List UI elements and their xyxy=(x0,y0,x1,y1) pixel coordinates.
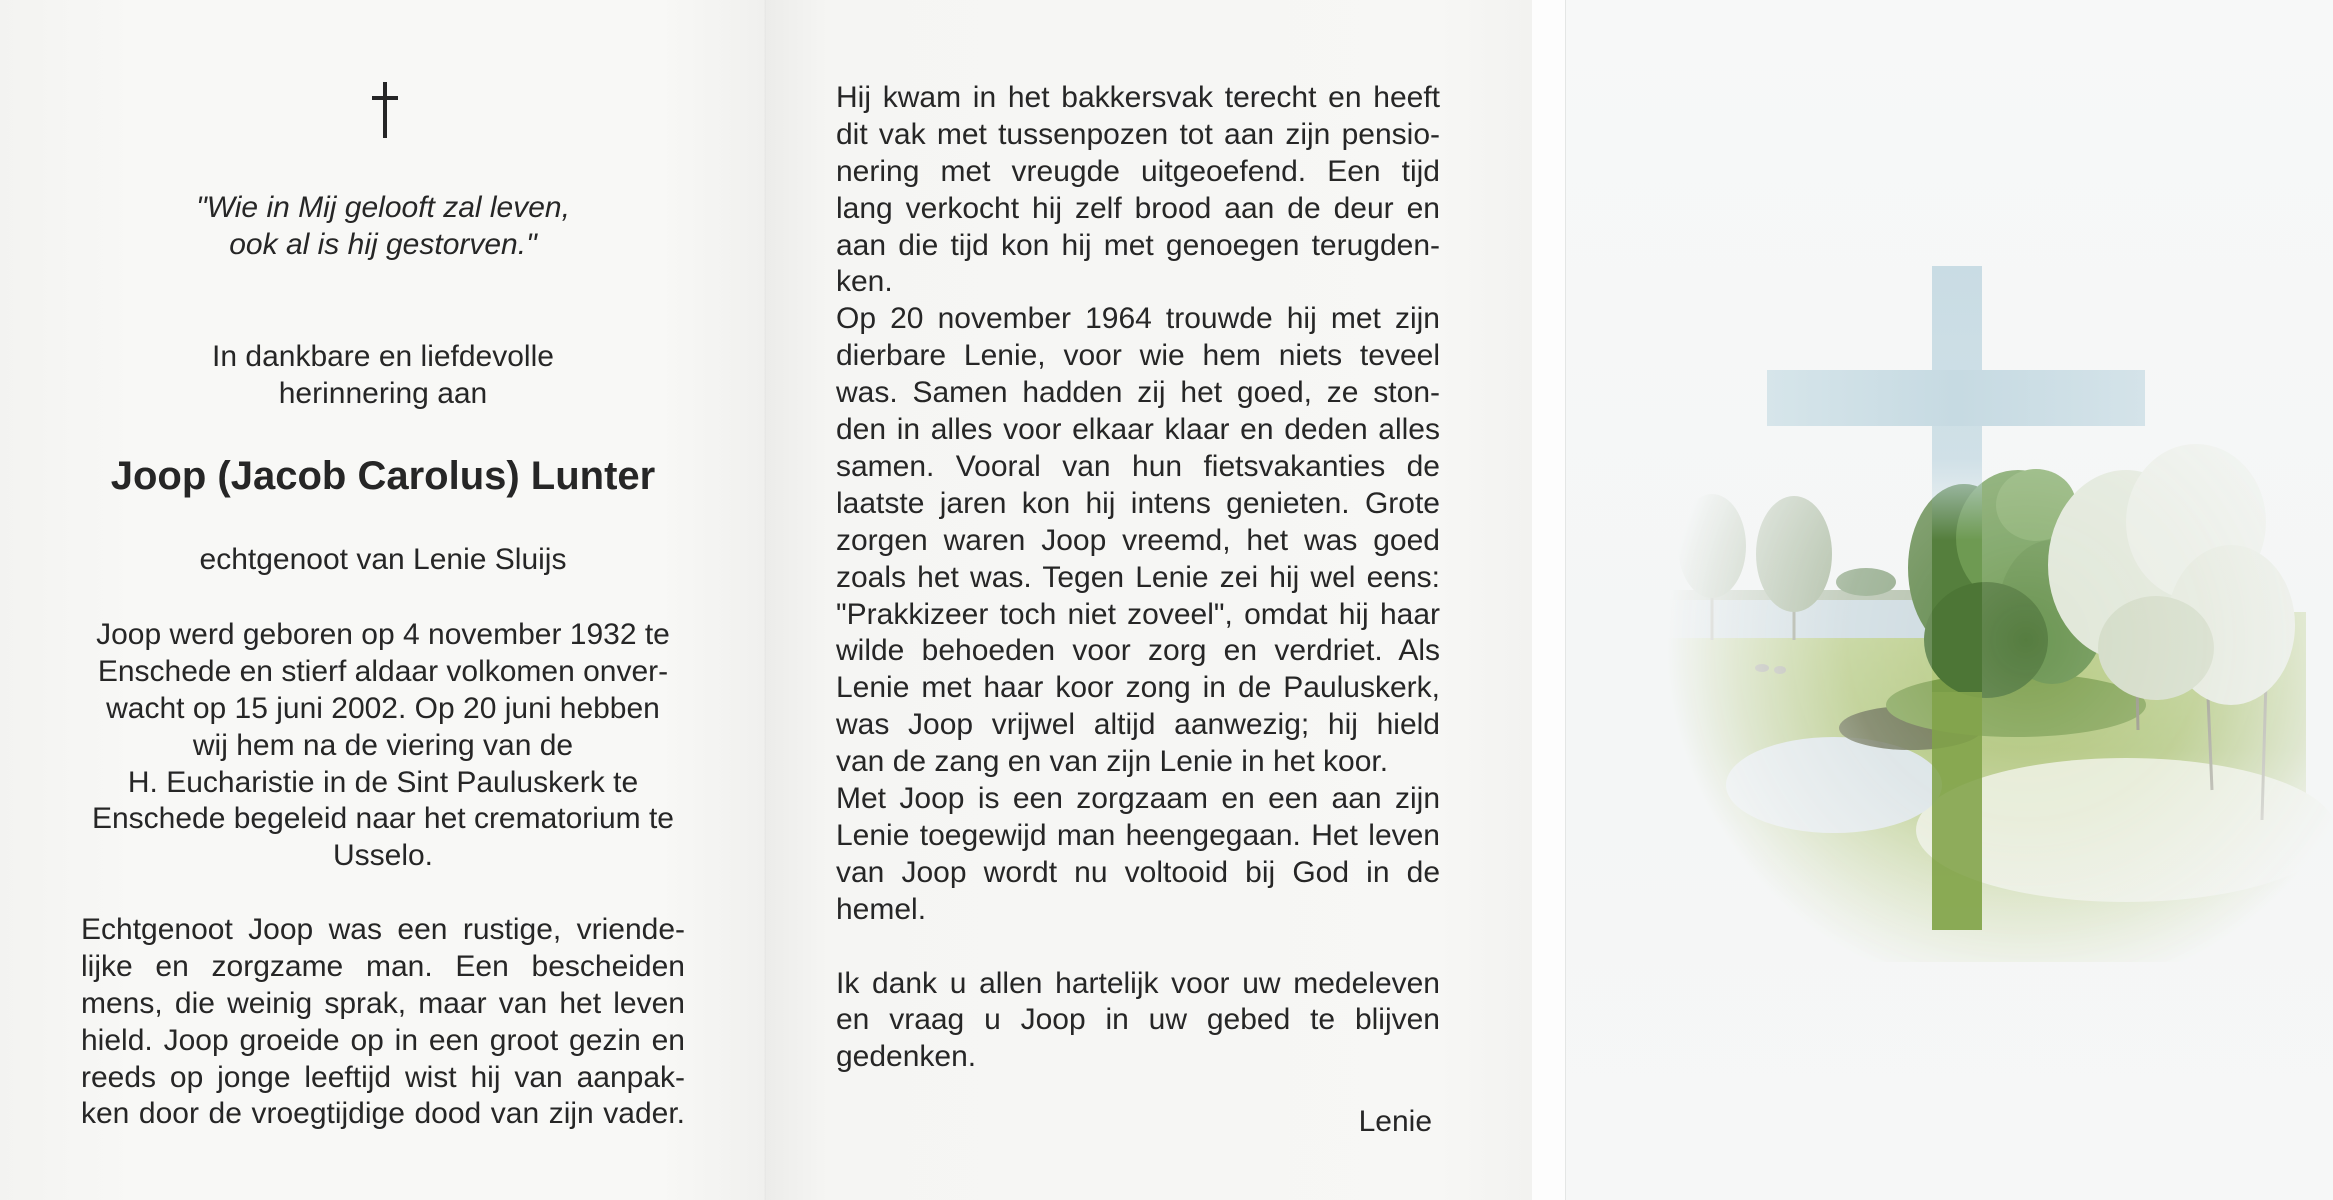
middle-paragraph-1 xyxy=(836,80,1440,301)
text-line: Usselo. xyxy=(332,839,434,873)
text-line: Lenie toegewijd man heengegaan. Het leven xyxy=(836,818,1440,852)
bible-quote xyxy=(81,190,685,264)
text-line: aan die tijd kon hij met genoegen terugden- xyxy=(836,228,1440,262)
text-line: ken. xyxy=(836,265,893,299)
text-line: lang verkocht hij zelf brood aan de deur en xyxy=(836,191,1440,225)
text-line: wacht op 15 juni 2002. Op 20 juni hebben xyxy=(106,691,660,725)
biography-paragraph-2 xyxy=(81,912,685,1133)
cross-landscape-icon xyxy=(1566,0,2333,1200)
text-line: wilde behoeden voor zorg en verdriet. Als xyxy=(836,634,1440,668)
text-line: dierbare Lenie, voor wie hem niets teveel xyxy=(836,339,1440,373)
quote-line: ook al is hij gestorven." xyxy=(229,227,537,261)
text-line: mens, die weinig sprak, maar van het leven xyxy=(81,986,685,1020)
text-line: lijke en zorgzame man. Een bescheiden xyxy=(81,949,685,983)
middle-paragraph-2 xyxy=(836,301,1440,781)
text-line: Hij kwam in het bakkersvak terecht en heeft xyxy=(836,81,1440,114)
signature: Lenie xyxy=(1358,1105,1432,1138)
thank-you-paragraph xyxy=(836,966,1440,1077)
text-line: wij hem na de viering van de xyxy=(192,728,574,762)
middle-panel xyxy=(766,0,1532,1200)
spouse-line xyxy=(81,542,685,579)
text-line: gedenken. xyxy=(836,1040,977,1074)
text-line: hemel. xyxy=(836,892,927,926)
text-line: Op 20 november 1964 trouwde hij met zijn xyxy=(836,302,1440,336)
cross-horizontal-bar xyxy=(1767,370,2145,426)
deceased-name-text: Joop (Jacob Carolus) Lunter xyxy=(110,454,656,498)
card-gap xyxy=(1532,0,1565,1200)
cross-grass xyxy=(1926,692,1988,932)
text-line: Ik dank u allen hartelijk voor uw medeleven xyxy=(836,966,1440,1000)
text-line: zorgen waren Joop vreemd, het was goed xyxy=(836,523,1440,557)
text-line: Lenie met haar koor zong in de Pauluskerk, xyxy=(836,671,1440,705)
text-line: zoals het was. Tegen Lenie zei hij wel eens: xyxy=(836,560,1440,594)
text-line: en vraag u Joop in uw gebed te blijven xyxy=(836,1003,1440,1037)
text-line: Joop werd geboren op 4 november 1932 te xyxy=(96,618,670,651)
deceased-name xyxy=(81,452,685,500)
intro-text xyxy=(81,339,685,413)
text-line: H. Eucharistie in de Sint Pauluskerk te xyxy=(127,765,639,799)
text-line: reeds op jonge leeftijd wist hij van aanpak- xyxy=(81,1060,685,1094)
spouse-text: echtgenoot van Lenie Sluijs xyxy=(199,543,567,576)
text-line: laatste jaren kon hij intens genieten. Grote xyxy=(836,486,1440,520)
text-line: was. Samen hadden zij het goed, ze ston- xyxy=(836,376,1440,410)
text-line: van de zang en van zijn Lenie in het koor. xyxy=(836,745,1389,779)
text-line: nering met vreugde uitgeoefend. Een tijd xyxy=(836,154,1440,188)
cross-icon-vertical-bar xyxy=(383,82,387,138)
text-line: hield. Joop groeide op in een groot gezin en xyxy=(81,1023,685,1057)
text-line: Met Joop is een zorgzaam en een aan zijn xyxy=(836,782,1440,816)
text-line: was Joop vrijwel altijd aanwezig; hij hield xyxy=(836,708,1440,742)
text-line: ken door de vroegtijdige dood van zijn vader. xyxy=(81,1097,685,1131)
cross-icon xyxy=(370,82,400,138)
quote-line: "Wie in Mij gelooft zal leven, xyxy=(196,191,570,224)
text-line: samen. Vooral van hun fietsvakanties de xyxy=(836,449,1440,483)
text-line: Enschede en stierf aldaar volkomen onver- xyxy=(97,654,669,688)
text-line: Echtgenoot Joop was een rustige, vriende- xyxy=(81,913,685,946)
biography-paragraph-1 xyxy=(81,617,685,875)
middle-paragraph-3 xyxy=(836,781,1440,929)
left-panel xyxy=(0,0,766,1200)
front-panel xyxy=(1565,0,2333,1200)
text-line: Enschede begeleid naar het crematorium te xyxy=(91,802,674,836)
intro-line: In dankbare en liefdevolle xyxy=(212,340,554,373)
text-line: "Prakkizeer toch niet zoveel", omdat hij haar xyxy=(836,597,1440,631)
text-line: van Joop wordt nu voltooid bij God in de xyxy=(836,855,1440,889)
cross-icon-horizontal-bar xyxy=(372,96,398,100)
intro-line: herinnering aan xyxy=(278,376,488,410)
text-line: dit vak met tussenpozen tot aan zijn pensio- xyxy=(836,117,1440,151)
text-line: den in alles voor elkaar klaar en deden alles xyxy=(836,413,1440,447)
